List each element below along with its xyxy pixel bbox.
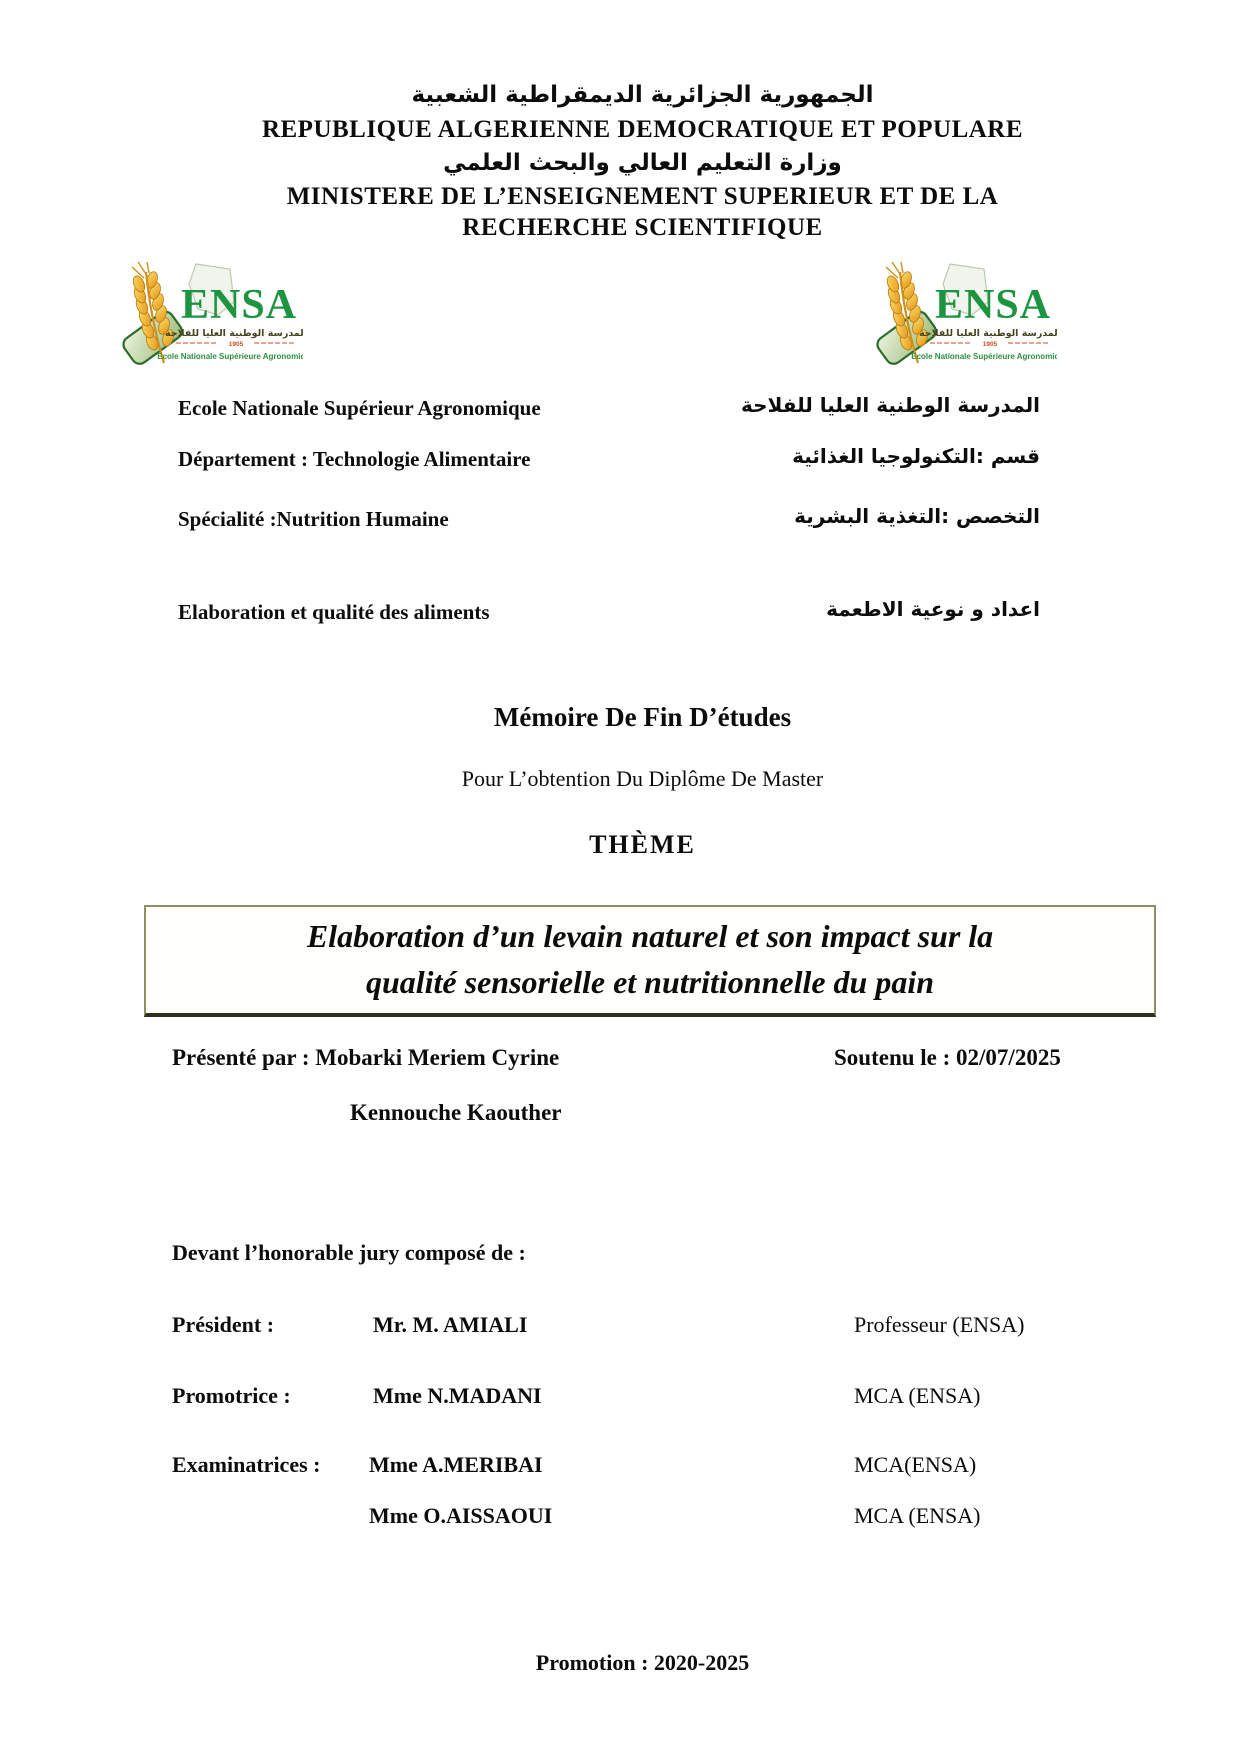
jury-row-examinatrice-2 [0, 1503, 1240, 1535]
jury-row-examinatrice-1 [0, 1452, 1240, 1484]
republic-fr-line: REPUBLIQUE ALGERIENNE DEMOCRATIQUE ET POPULARE [261, 116, 1024, 143]
school-name-ar: المدرسة الوطنية العليا للفلاحة [740, 393, 1040, 417]
defense-date: Soutenu le : 02/07/2025 [834, 1045, 1061, 1070]
logo-arabic-name: المدرسة الوطنية العليا للفلاحة [164, 328, 303, 339]
department-fr: Département : Technologie Alimentaire [178, 447, 531, 471]
ministry-fr-line1: MINISTERE DE L’ENSEIGNEMENT SUPERIEUR ET DE LA [286, 183, 999, 210]
ensa-logo-icon [118, 260, 303, 365]
arabic-ministry-line: وزارة التعليم العالي والبحث العلمي [443, 150, 842, 176]
jury-role-label: Promotrice : [172, 1383, 291, 1408]
jury-member-name: Mme A.MERIBAI [369, 1452, 543, 1477]
jury-member-name: Mr. M. AMIALI [373, 1312, 528, 1337]
ensa-logo-left [118, 260, 303, 370]
logo-year: 1905 [982, 341, 998, 348]
logo-arabic-name: المدرسة الوطنية العليا للفلاحة [918, 328, 1057, 339]
thesis-title-line2: qualité sensorielle et nutritionnelle du pain [365, 964, 935, 1000]
department-ar: قسم :التكنولوجيا الغذائية [792, 444, 1040, 468]
speciality-ar: التخصص :التغذية البشرية [794, 504, 1040, 528]
ministry-fr-line2: RECHERCHE SCIENTIFIQUE [462, 214, 823, 241]
jury-member-title: Professeur (ENSA) [854, 1312, 1025, 1337]
school-name-fr: Ecole Nationale Supérieur Agronomique [178, 396, 541, 420]
promotion-line: Promotion : 2020-2025 [535, 1650, 750, 1675]
memoire-title: Mémoire De Fin D’études [493, 702, 792, 732]
jury-member-title: MCA(ENSA) [854, 1452, 977, 1477]
logo-fr-name: Ecole Nationale Supérieure Agronomique [911, 352, 1057, 361]
logo-year: 1905 [228, 341, 244, 348]
jury-member-title: MCA (ENSA) [854, 1503, 981, 1528]
jury-member-name: Mme O.AISSAOUI [369, 1503, 553, 1528]
logo-fr-name: Ecole Nationale Supérieure Agronomique [157, 352, 303, 361]
ensa-logo-right [872, 260, 1057, 370]
ensa-logo-icon [872, 260, 1057, 365]
option-fr: Elaboration et qualité des aliments [178, 600, 490, 624]
jury-row-president [0, 1312, 1240, 1344]
theme-label: THÈME [589, 830, 696, 859]
jury-role-label: Président : [172, 1312, 275, 1337]
presented-by: Présenté par : Mobarki Meriem Cyrine [172, 1045, 560, 1070]
jury-heading: Devant l’honorable jury composé de : [172, 1240, 526, 1265]
option-ar: اعداد و نوعية الاطعمة [826, 597, 1040, 621]
jury-row-promotrice [0, 1383, 1240, 1415]
speciality-fr: Spécialité :Nutrition Humaine [178, 507, 449, 531]
arabic-republic-line: الجمهورية الجزائرية الديمقراطية الشعبية [411, 82, 874, 108]
jury-member-name: Mme N.MADANI [373, 1383, 542, 1408]
memoire-subtitle: Pour L’obtention Du Diplôme De Master [461, 766, 824, 791]
jury-role-label: Examinatrices : [172, 1452, 321, 1477]
thesis-title-box [144, 905, 1156, 1017]
logo-acronym: ENSA [934, 282, 1052, 328]
logo-acronym: ENSA [180, 282, 298, 328]
second-author: Kennouche Kaouther [350, 1100, 562, 1125]
jury-member-title: MCA (ENSA) [854, 1383, 981, 1408]
thesis-title-line1: Elaboration d’un levain naturel et son impact sur la [306, 918, 994, 954]
